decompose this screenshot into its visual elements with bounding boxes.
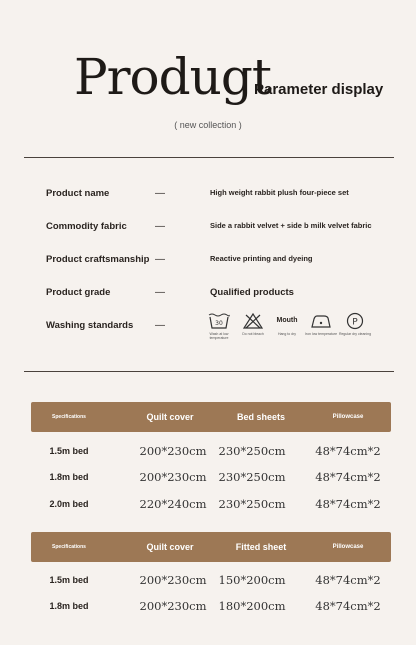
param-row-product-name <box>0 184 416 204</box>
header-pillowcase: Pillowcase <box>332 544 364 550</box>
table-row <box>0 570 416 590</box>
iron-low-temp-icon <box>304 312 338 336</box>
param-label: Commodity fabric <box>46 221 127 232</box>
collection-tag: ( new collection ) <box>174 120 242 130</box>
param-value: Qualified products <box>210 287 294 298</box>
param-dash: — <box>155 254 165 265</box>
hang-dry-icon <box>270 312 304 336</box>
row-bed-sheets: 230*250cm <box>218 470 286 484</box>
divider-top <box>24 157 394 158</box>
wash-temp-number: 30 <box>215 320 223 327</box>
param-dash: — <box>155 320 165 331</box>
row-quilt-cover: 220*240cm <box>139 497 207 511</box>
header-specifications: Specifications <box>52 544 86 550</box>
table2-header <box>31 532 391 562</box>
wash-caption: Iron low temperature <box>304 332 338 336</box>
param-label: Product name <box>46 188 110 199</box>
do-not-bleach-icon <box>236 312 270 336</box>
row-spec: 1.5m bed <box>49 575 89 585</box>
page-subtitle: Parameter display <box>254 81 384 98</box>
table-row <box>0 494 416 514</box>
row-spec: 1.8m bed <box>49 472 89 482</box>
header-pillowcase: Pillowcase <box>332 414 364 420</box>
table1-header <box>31 402 391 432</box>
hang-dry-label: Mouth <box>276 317 298 324</box>
row-quilt-cover: 200*230cm <box>139 573 207 587</box>
wash-tub-30-icon <box>202 312 236 340</box>
row-spec: 1.5m bed <box>49 446 89 456</box>
page-title: Produgt <box>74 48 271 106</box>
param-dash: — <box>155 287 165 298</box>
row-quilt-cover: 200*230cm <box>139 599 207 613</box>
wash-caption: Wash at low temperature <box>209 332 229 341</box>
wash-caption: Do not bleach <box>242 332 264 336</box>
row-quilt-cover: 200*230cm <box>139 470 207 484</box>
row-pillowcase: 48*74cm*2 <box>315 444 381 458</box>
dry-clean-icon <box>338 312 372 336</box>
param-value: High weight rabbit plush four-piece set <box>210 188 349 197</box>
param-value: Reactive printing and dyeing <box>210 254 313 263</box>
row-quilt-cover: 200*230cm <box>139 444 207 458</box>
param-row-fabric <box>0 217 416 237</box>
dry-clean-letter: P <box>352 317 358 328</box>
param-label: Product grade <box>46 287 111 298</box>
header-fitted-sheet: Fitted sheet <box>235 542 287 552</box>
row-bed-sheets: 230*250cm <box>218 497 286 511</box>
washing-icons <box>202 312 382 344</box>
param-value: Side a rabbit velvet + side b milk velvet fabric <box>210 221 372 230</box>
header-quilt-cover: Quilt cover <box>146 412 194 422</box>
row-pillowcase: 48*74cm*2 <box>315 599 381 613</box>
table-row <box>0 467 416 487</box>
divider-middle <box>24 371 394 372</box>
table-row <box>0 441 416 461</box>
row-pillowcase: 48*74cm*2 <box>315 497 381 511</box>
param-label: Product craftsmanship <box>46 254 150 265</box>
row-fitted-sheet: 150*200cm <box>218 573 286 587</box>
header-quilt-cover: Quilt cover <box>146 542 194 552</box>
row-pillowcase: 48*74cm*2 <box>315 470 381 484</box>
param-row-craftsmanship <box>0 250 416 270</box>
row-bed-sheets: 230*250cm <box>218 444 286 458</box>
param-dash: — <box>155 188 165 199</box>
param-row-grade <box>0 283 416 303</box>
row-pillowcase: 48*74cm*2 <box>315 573 381 587</box>
row-fitted-sheet: 180*200cm <box>218 599 286 613</box>
param-dash: — <box>155 221 165 232</box>
row-spec: 1.8m bed <box>49 601 89 611</box>
header-specifications: Specifications <box>52 414 86 420</box>
wash-caption: Regular dry cleaning <box>338 332 372 336</box>
header-bed-sheets: Bed sheets <box>236 412 286 422</box>
table-row <box>0 596 416 616</box>
param-label: Washing standards <box>46 320 134 331</box>
wash-caption: Hang to dry <box>277 332 297 336</box>
row-spec: 2.0m bed <box>49 499 89 509</box>
